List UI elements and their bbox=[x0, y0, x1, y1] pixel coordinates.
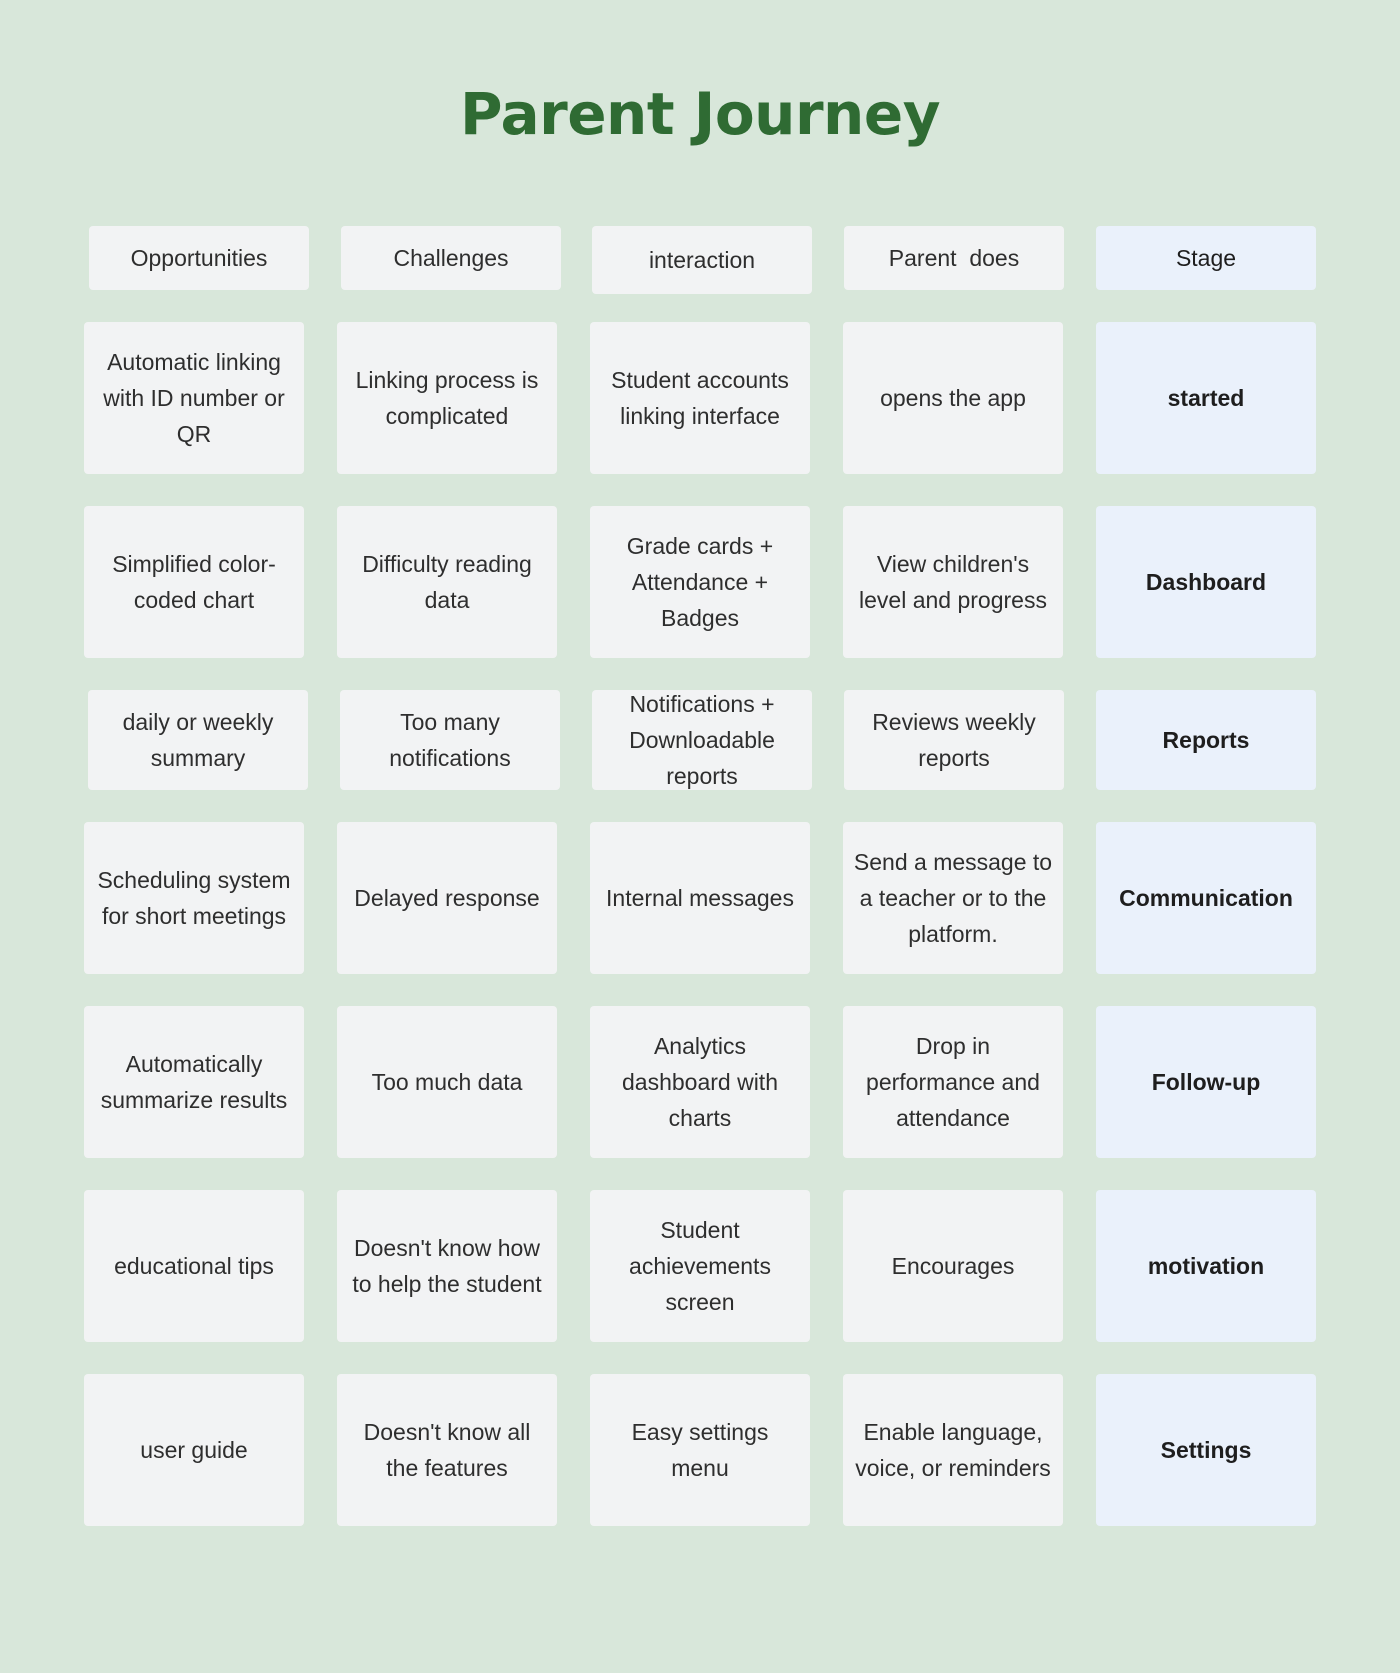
parent-does-cell: opens the app bbox=[843, 322, 1063, 474]
header-interaction: interaction bbox=[592, 226, 812, 294]
opportunity-cell: daily or weekly summary bbox=[88, 690, 308, 790]
stage-cell: Communication bbox=[1096, 822, 1316, 974]
parent-does-cell: Drop in performance and attendance bbox=[843, 1006, 1063, 1158]
header-challenges: Challenges bbox=[341, 226, 561, 290]
watermark-logo bbox=[600, 1580, 800, 1660]
parent-does-cell: View children's level and progress bbox=[843, 506, 1063, 658]
header-opportunities: Opportunities bbox=[89, 226, 309, 290]
interaction-cell: Easy settings menu bbox=[590, 1374, 810, 1526]
parent-does-cell: Encourages bbox=[843, 1190, 1063, 1342]
interaction-cell: Notifications + Downloadable reports bbox=[592, 690, 812, 790]
opportunity-cell: Simplified color-coded chart bbox=[84, 506, 304, 658]
parent-does-cell: Enable language, voice, or reminders bbox=[843, 1374, 1063, 1526]
stage-cell: Reports bbox=[1096, 690, 1316, 790]
challenge-cell: Too much data bbox=[337, 1006, 557, 1158]
header-stage: Stage bbox=[1096, 226, 1316, 290]
stage-cell: Follow-up bbox=[1096, 1006, 1316, 1158]
stage-cell: Dashboard bbox=[1096, 506, 1316, 658]
challenge-cell: Doesn't know how to help the student bbox=[337, 1190, 557, 1342]
stage-cell: Settings bbox=[1096, 1374, 1316, 1526]
interaction-cell: Student accounts linking interface bbox=[590, 322, 810, 474]
stage-cell: motivation bbox=[1096, 1190, 1316, 1342]
challenge-cell: Delayed response bbox=[337, 822, 557, 974]
opportunity-cell: user guide bbox=[84, 1374, 304, 1526]
page-title: Parent Journey bbox=[460, 80, 940, 148]
opportunity-cell: Automatically summarize results bbox=[84, 1006, 304, 1158]
parent-does-cell: Send a message to a teacher or to the platform. bbox=[843, 822, 1063, 974]
interaction-cell: Grade cards + Attendance + Badges bbox=[590, 506, 810, 658]
opportunity-cell: Automatic linking with ID number or QR bbox=[84, 322, 304, 474]
opportunity-cell: Scheduling system for short meetings bbox=[84, 822, 304, 974]
interaction-cell: Internal messages bbox=[590, 822, 810, 974]
parent-does-cell: Reviews weekly reports bbox=[844, 690, 1064, 790]
interaction-cell: Analytics dashboard with charts bbox=[590, 1006, 810, 1158]
challenge-cell: Too many notifications bbox=[340, 690, 560, 790]
interaction-cell: Student achievements screen bbox=[590, 1190, 810, 1342]
stage-cell: started bbox=[1096, 322, 1316, 474]
header-parent-does: Parent does bbox=[844, 226, 1064, 290]
opportunity-cell: educational tips bbox=[84, 1190, 304, 1342]
challenge-cell: Linking process is complicated bbox=[337, 322, 557, 474]
challenge-cell: Doesn't know all the features bbox=[337, 1374, 557, 1526]
challenge-cell: Difficulty reading data bbox=[337, 506, 557, 658]
